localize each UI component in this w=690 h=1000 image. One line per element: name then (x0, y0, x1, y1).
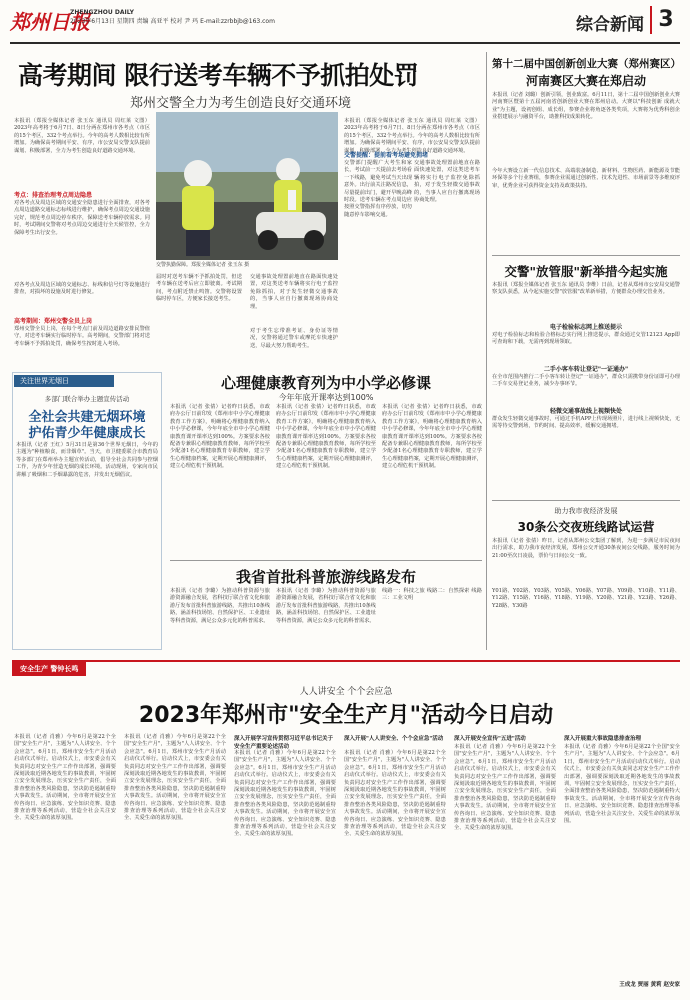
police-officers-illustration (156, 112, 338, 260)
bus-routes: Y01路、Y02路、Y03路、Y05路、Y06路、Y07路、Y09路、Y10路、Y11路、Y12路、Y15路、Y16路、Y18路、Y19路、Y20路、Y21路、Y23路、Y26路、Y28路、Y30路 (492, 588, 680, 609)
lead-intro: 本报讯（郑报全媒体记者 张玉东 通讯员 周红莱 文图）2023年高考将于6月7日、8日分两在郑州市各考点（市区的15个考区，332个考点举行。今年的高考人数相比较有所增加。为确保高考期间平安、有序，市公安局交警支队提前谋划、积极部署，全力为考生创造良好道路交通环境。 (14, 118, 150, 154)
mental-health-text-2: 本报讯（记者 张倩）记者昨日获悉，市政府办公厅日前印发《郑州市中小学心理健康教育工作方案》，明确将心理健康教育纳入中小学必修课，今年年底全市中小学心理健康教育课开课率达到100%。方案要求各校配备专兼职心理健康教育教师，每所学校至少配备1名心理健康教育专职教师，建立学生心理健康档案，定期开展心理健康测评，建立心理危机干预机制。 (276, 404, 376, 470)
right-divider-1 (492, 255, 680, 256)
innovation-text: 本报讯（记者 刘璐）创新引领，创业致富。6月11日，第十二届中国创新创业大赛河南赛区暨第十五届河南省创新创业大赛在郑州启动。大赛以"科技创新 成就大业"为主题，设初创组、成长组，参赛企业将角逐各类奖项，大赛将为优秀科创企业搭建展示与融资平台，助推科技成果转化。 (492, 92, 680, 121)
mid-divider (170, 560, 482, 561)
lead-sub-exam-points: 考点：排查治理考点周边隐患 (14, 192, 93, 199)
safety-sub-4: 深入开展重大事故隐患排查治理 (564, 736, 642, 742)
safety-text-col-1: 本报讯（记者 肖雅）今年6月是第22个全国"安全生产月"，主题为"人人讲安全、个个会应急"。6月1日，郑州市安全生产月活动启动仪式举行。启动仪式上，市安委会有关负责同志对安全生产工作作出部署，强调要深刻汲取近期各地发生的事故教训，牢固树立安全发展理念，压实安全生产责任，全面排查整治各类风险隐患，坚决防范遏制重特大事故发生。活动期间，全市将开展安全宣传咨询日、应急演练、安全知识竞赛、隐患排查治理等系列活动，营造全社会关注安全、关爱生命的浓厚氛围。 (14, 734, 116, 822)
lead-col-mid-2: 交通事故处理置前地直在路面快速处置，对这类送考车辆将实行电子监控免除抓拍，对于发生轻微交通事故的，当事人应自行撤离现场协商处理。 (250, 274, 338, 310)
column-divider (486, 52, 487, 650)
safety-sub-1: 深入开展学习宣传贯彻习近平总书记关于安全生产重要论述活动 (234, 736, 334, 750)
innovation-headline-1: 第十二届中国创新创业大赛（郑州赛区） (492, 58, 681, 70)
mental-health-headline: 心理健康教育列为中小学必修课 (220, 374, 431, 392)
lead-col-mid-1: 届时对送考车辆不予抓拍处罚，但送考车辆在送考后应立即驶离。考试期间，考点附近禁止鸣笛。交警将设置临时停车区，方便家长接送考生。 (156, 274, 242, 303)
right-divider-2 (492, 500, 680, 501)
safety-byline: 王成龙 贾丽 黄莉 赵安家 (619, 982, 680, 988)
bus-headline: 30条公交夜班线路试运营 (517, 520, 655, 534)
feature-banner: 关注世界无烟日 (14, 375, 114, 387)
traffic-service-text: 本报讯（郑报全媒体记者 张玉东 通讯员 李维）日前，记者从郑州市公安局交通警察支队获悉，从今起实施交警"放管服"改革新举措，方便群众办理交管业务。 (492, 282, 680, 296)
masthead (10, 4, 680, 44)
lead-sub-reminder: 交警提醒：提前看考场避免拥堵 (344, 152, 429, 159)
lead-subheadline: 郑州交警全力为考生创造良好交通环境 (130, 96, 352, 111)
traffic-text-1: 对电子检验标志和检验合格标志实行网上推送提示，群众通过交管12123 App即可查询和下载，无需再到现场领取。 (492, 332, 680, 346)
newspaper-logo: 郑州日报 (10, 10, 90, 34)
traffic-sub-2: 二手小客车转让登记"一证通办" (543, 366, 629, 373)
lead-photo-caption: 交警执勤保障。郑报全媒体记者 张玉东 摄 (156, 262, 250, 268)
bus-pre-headline: 助力我市夜经济发展 (554, 507, 618, 515)
page-number: 3 (650, 6, 680, 34)
safety-sub-3: 深入开展安全宣传"五进"活动 (454, 736, 526, 742)
innovation-text-2: 今年大赛设立新一代信息技术、高端装备制造、新材料、生物医药、新能源及节能环保等多个行业赛组，参赛企业需通过创新性、技术先进性、市场前景等多维度评审，优秀企业可获得资金支持及政策扶持。 (492, 168, 680, 189)
mental-health-text-3: 本报讯（记者 张倩）记者昨日获悉，市政府办公厅日前印发《郑州市中小学心理健康教育工作方案》，明确将心理健康教育纳入中小学必修课，今年年底全市中小学心理健康教育课开课率达到100%。方案要求各校配备专兼职心理健康教育教师，每所学校至少配备1名心理健康教育专职教师，建立学生心理健康档案，定期开展心理健康测评，建立心理危机干预机制。 (382, 404, 482, 470)
section-title: 综合新闻 (576, 15, 644, 35)
safety-banner: 安全生产 警钟长鸣 (12, 662, 86, 676)
safety-text-col-3: 本报讯（记者 肖雅）今年6月是第22个全国"安全生产月"，主题为"人人讲安全、个个会应急"。6月1日，郑州市安全生产月活动启动仪式举行。启动仪式上，市安委会有关负责同志对安全生产工作作出部署，强调要深刻汲取近期各地发生的事故教训，牢固树立安全发展理念，压实安全生产责任，全面排查整治各类风险隐患，坚决防范遏制重特大事故发生。活动期间，全市将开展安全宣传咨询日、应急演练、安全知识竞赛、隐患排查治理等系列活动，营造全社会关注安全、关爱生命的浓厚氛围。 (234, 750, 336, 838)
tourism-text-2: 本报讯（记者 李璐）为推动科普资源与旅游资源融合发展，省科技厅联合省文化和旅游厅发布首批科普旅游线路，共推出10条线路，涵盖科技场馆、自然保护区、工业遗址等科普资源，满足公众多元化的科普需求。 (276, 588, 376, 624)
safety-text-col-2: 本报讯（记者 肖雅）今年6月是第22个全国"安全生产月"，主题为"人人讲安全、个个会应急"。6月1日，郑州市安全生产月活动启动仪式举行。启动仪式上，市安委会有关负责同志对安全生产工作作出部署，强调要深刻汲取近期各地发生的事故教训，牢固树立安全发展理念，压实安全生产责任，全面排查整治各类风险隐患，坚决防范遏制重特大事故发生。活动期间，全市将开展安全宣传咨询日、应急演练、安全知识竞赛、隐患排查治理等系列活动，营造全社会关注安全、关爱生命的浓厚氛围。 (124, 734, 226, 822)
masthead-english: ZHENGZHOU DAILY (70, 9, 134, 16)
lead-photo (156, 112, 338, 260)
traffic-service-headline: 交警"放管服"新举措今起实施 (504, 264, 668, 279)
lead-col-mid-3: 对于考生忘带准考证、身份证等情况，交警将通过警车或摩托车快速护送，尽最大努力帮助考生。 (250, 328, 338, 349)
feature-text: 本报讯（记者 王红）5月31日是第36个世界无烟日，今年的主题为"种植粮食，而非烟草"。当天，市卫健委联合市教育局等多部门在郑州举办主题宣传活动，倡导全社会共同参与控烟工作，为青少年营造无烟的成长环境。活动现场，专家向市民讲解了吸烟和二手烟暴露的危害，并发出无烟倡议。 (16, 442, 158, 478)
traffic-sub-1: 电子检验标志网上推送提示 (549, 324, 622, 331)
safety-text-col-5: 本报讯（记者 肖雅）今年6月是第22个全国"安全生产月"，主题为"人人讲安全、个个会应急"。6月1日，郑州市安全生产月活动启动仪式举行。启动仪式上，市安委会有关负责同志对安全生产工作作出部署，强调要深刻汲取近期各地发生的事故教训，牢固树立安全发展理念，压实安全生产责任，全面排查整治各类风险隐患，坚决防范遏制重特大事故发生。活动期间，全市将开展安全宣传咨询日、应急演练、安全知识竞赛、隐患排查治理等系列活动，营造全社会关注安全、关爱生命的浓厚氛围。 (454, 744, 556, 832)
safety-sub-2: 深入开展"人人讲安全、个个会应急"活动 (344, 736, 444, 742)
lead-text-1b: 对各考点及周边区域的交通标志、标线和信号灯等设施进行排查，对损坏的设施及时进行修复。 (14, 282, 150, 296)
lead-headline: 高考期间 限行送考车辆不予抓拍处罚 (18, 61, 419, 90)
lead-text-3b: 交通事故处理置前地直在路面快速处置，对这类送考车辆将实行电子监控免除抓拍，对于发生轻微交通事故的，当事人应自行撤离现场协商处理。 (414, 160, 480, 204)
innovation-headline-2: 河南赛区大赛在郑启动 (525, 74, 646, 88)
tourism-text-1: 本报讯（记者 李璐）为推动科普资源与旅游资源融合发展，省科技厅联合省文化和旅游厅发布首批科普旅游线路，共推出10条线路，涵盖科技场馆、自然保护区、工业遗址等科普资源，满足公众多元化的科普需求。 (170, 588, 270, 624)
lead-sub-exam-period: 高考期间：郑州交警全员上岗 (14, 318, 93, 325)
traffic-text-2: 在全市范围内推行二手小客车转让登记"一证通办"，群众只需携带身份证即可办理二手车交易登记业务，减少办事环节。 (492, 374, 680, 388)
lead-text-2: 郑州交警全员上岗，在每个考点门前及周边道路安排民警值守，对送考车辆实行临时停车。高考期间，交警部门将对送考车辆不予抓拍处罚，确保考生按时进入考场。 (14, 326, 150, 347)
tourism-lines: 线路一：科技之旅 线路二：自然探索 线路三：工业文明 (382, 588, 482, 602)
lead-text-3: 交警部门提醒广大考生和家长，考试前一天提前去考场看一下线路，避免考试当天出现意外。出行前关注路况信息，尽量提前出门，避开早晚高峰时段。送考车辆在考点周边应按照交警指挥有序停放，切勿随意停车影响交通。 (344, 160, 412, 218)
safety-pre-headline: 人人讲安全 个个会应急 (299, 687, 393, 697)
masthead-meta (70, 8, 275, 26)
feature-pre-headline: 多部门联合举办主题宣传活动 (44, 395, 130, 403)
lead-text-1: 对各考点及周边区域的交通安全隐患进行全面排查，对各考点周边道路交通标志标线进行维护，确保考点周边交通设施完好，规范考点周边停车秩序，保障送考车辆停放需求。同时，考试期间交警将对考点周边交通进行全天候管控，全力保障考生出行安全。 (14, 200, 150, 236)
safety-text-col-6: 本报讯（记者 肖雅）今年6月是第22个全国"安全生产月"，主题为"人人讲安全、个个会应急"。6月1日，郑州市安全生产月活动启动仪式举行。启动仪式上，市安委会有关负责同志对安全生产工作作出部署，强调要深刻汲取近期各地发生的事故教训，牢固树立安全发展理念，压实安全生产责任，全面排查整治各类风险隐患，坚决防范遏制重特大事故发生。活动期间，全市将开展安全宣传咨询日、应急演练、安全知识竞赛、隐患排查治理等系列活动，营造全社会关注安全、关爱生命的浓厚氛围。 (564, 744, 680, 825)
traffic-sub-3: 轻微交通事故线上视频快处 (549, 408, 622, 415)
safety-text-col-4: 本报讯（记者 肖雅）今年6月是第22个全国"安全生产月"，主题为"人人讲安全、个个会应急"。6月1日，郑州市安全生产月活动启动仪式举行。启动仪式上，市安委会有关负责同志对安全生产工作作出部署，强调要深刻汲取近期各地发生的事故教训，牢固树立安全发展理念，压实安全生产责任，全面排查整治各类风险隐患，坚决防范遏制重特大事故发生。活动期间，全市将开展安全宣传咨询日、应急演练、安全知识竞赛、隐患排查治理等系列活动，营造全社会关注安全、关爱生命的浓厚氛围。 (344, 750, 446, 838)
masthead-date-line: 2023年6月13日 星期四 责编 高亚平 校对 尹 玛 E-mail:zzrbbjb@163.com (70, 18, 275, 25)
lead-col-right-top: 本报讯（郑报全媒体记者 张玉东 通讯员 周红莱 文图）2023年高考将于6月7日、8日分两在郑州市各考点（市区的15个考区，332个考点举行。今年的高考人数相比较有所增加。为确保高考期间平安、有序，市公安局交警支队提前谋划、积极部署，全力为考生创造良好道路交通环境。 (344, 118, 480, 154)
mental-health-text-1: 本报讯（记者 张倩）记者昨日获悉，市政府办公厅日前印发《郑州市中小学心理健康教育工作方案》，明确将心理健康教育纳入中小学必修课，今年年底全市中小学心理健康教育课开课率达到100%。方案要求各校配备专兼职心理健康教育教师，每所学校至少配备1名心理健康教育专职教师，建立学生心理健康档案，定期开展心理健康测评，建立心理危机干预机制。 (170, 404, 270, 470)
safety-banner-bar (12, 660, 680, 674)
feature-headline-1: 全社会共建无烟环境 (28, 410, 146, 425)
bus-text: 本报讯（记者 张倩）昨日，记者从郑州公交集团了解到，为进一步满足市民夜间出行需求，助力我市夜经济发展，郑州公交开通30条夜间公交线路，服务时间为21:00至次日凌晨，票价与日间公交一致。 (492, 538, 680, 559)
feature-headline-2: 护佑青少年健康成长 (28, 426, 146, 441)
traffic-text-3: 群众发生轻微交通事故时，可通过手机APP上传现场照片，进行线上视频快处，无需等待交警到场，节约时间、提高效率，缓解交通拥堵。 (492, 416, 680, 430)
tourism-headline: 我省首批科普旅游线路发布 (235, 568, 416, 586)
mental-health-subheadline: 今年年底开课率达到100% (278, 393, 374, 402)
safety-headline: 2023年郑州市"安全生产月"活动今日启动 (138, 703, 554, 728)
